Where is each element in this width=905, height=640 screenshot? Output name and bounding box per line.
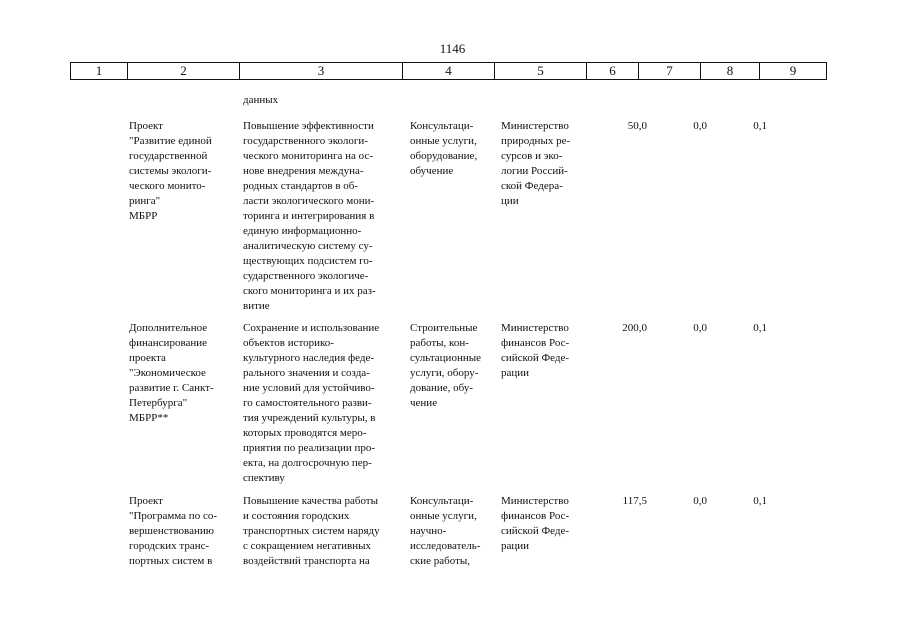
- value-column-6: 200,0: [622, 322, 647, 334]
- column-number: 3: [240, 63, 403, 80]
- column-number: 6: [587, 63, 639, 80]
- column-number: 1: [71, 63, 128, 80]
- project-goal: Сохранение и использование объектов историко- культурного наследия феде- рального значения и созда- ние условий для устойчиво- го самостоятельного разви- тия учреждений культуры, в которых проводятся меро- приятия по реализации про- екта, на долгосрочную пер- спективу: [243, 322, 380, 484]
- project-name: Проект "Развитие единой государственной системы экологи- ческого монито- ринга" МБРР: [129, 120, 212, 222]
- page-number: 1146: [439, 41, 466, 56]
- project-name: Дополнительное финансирование проекта "Экономическое развитие г. Санкт- Петербурга" МБРР**: [129, 322, 214, 424]
- financed-services: Консультаци- онные услуги, научно- исследователь- ские работы,: [410, 495, 481, 567]
- column-number: 2: [128, 63, 240, 80]
- responsible-ministry: Министерство природных ре- сурсов и эко- логии Россий- ской Федера- ции: [501, 120, 571, 207]
- project-goal: Повышение качества работы и состояния городских транспортных систем наряду с сокращением негативных воздействий транспорта на: [243, 495, 380, 567]
- value-column-6: 50,0: [627, 120, 647, 132]
- value-column-7: 0,0: [693, 322, 707, 334]
- value-column-7: 0,0: [693, 495, 707, 507]
- column-number: 5: [495, 63, 587, 80]
- responsible-ministry: Министерство финансов Рос- сийской Феде- рации: [501, 322, 570, 379]
- column-number: 8: [701, 63, 760, 80]
- value-column-6: 117,5: [622, 495, 647, 507]
- column-number: 9: [760, 63, 827, 80]
- responsible-ministry: Министерство финансов Рос- сийской Феде- рации: [501, 495, 570, 552]
- value-column-8: 0,1: [753, 495, 767, 507]
- value-column-7: 0,0: [693, 120, 707, 132]
- column-number: 7: [639, 63, 701, 80]
- continued-text: данных: [243, 94, 279, 106]
- financed-services: Консультаци- онные услуги, оборудование, обучение: [410, 120, 478, 177]
- column-number: 4: [403, 63, 495, 80]
- project-goal: Повышение эффективности государственного экологи- ческого мониторинга на ос- нове внедрения междуна- родных стандартов в об- ласти экологического мони- торинга и интегрирования в единую информационно- аналитическую систему су- ществующих подсистем го- сударственного экологиче- ского мониторинга и их раз- витие: [243, 120, 376, 312]
- value-column-8: 0,1: [753, 120, 767, 132]
- financed-services: Строительные работы, кон- сультационные услуги, обору- дование, обу- чение: [410, 322, 481, 409]
- project-name: Проект "Программа по со- вершенствованию городских транс- портных систем в: [129, 495, 217, 567]
- column-number-header: [70, 62, 827, 80]
- value-column-8: 0,1: [753, 322, 767, 334]
